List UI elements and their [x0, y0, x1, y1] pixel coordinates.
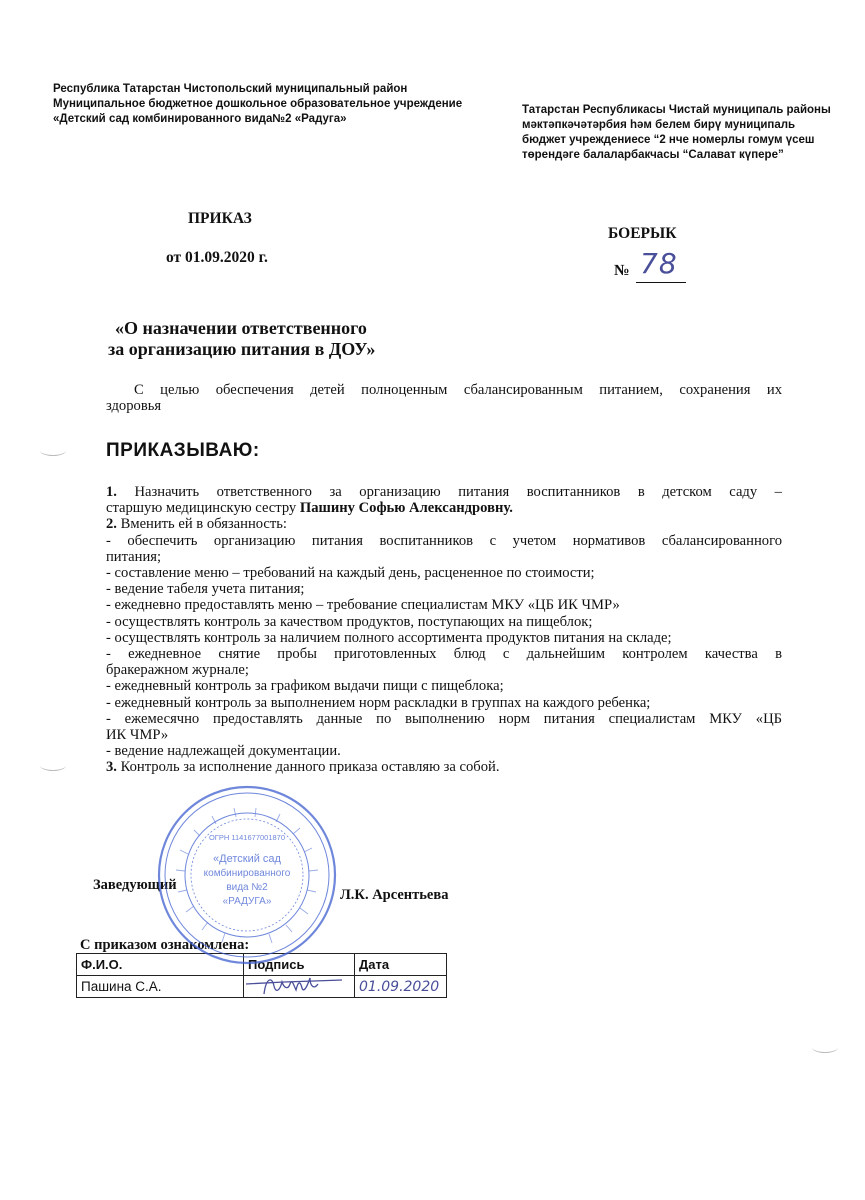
intro-line: здоровья — [106, 398, 162, 415]
item-1-text: Назначить ответственного за организацию питания воспитанников в детском саду – — [134, 484, 782, 500]
order-number: 78 — [640, 247, 678, 280]
acknowledge-label: С приказом ознакомлена: — [80, 937, 250, 953]
prikazyvayu-heading: ПРИКАЗЫВАЮ: — [106, 440, 260, 461]
duty-line: - составление меню – требований на каждый день, расцененное по стоимости; — [106, 565, 595, 582]
duty-line: - ведение табеля учета питания; — [106, 581, 305, 598]
item-1-line — [106, 484, 782, 500]
item-1-line-2 — [106, 500, 782, 516]
duty-line: - ежедневный контроль за графиком выдачи пищи с пищеблока; — [106, 678, 504, 695]
header-ru — [53, 82, 462, 127]
table-cell-fio: Пашина С.А. — [77, 976, 244, 998]
item-2 — [106, 516, 782, 532]
stamp-ogrn: ОГРН 1141677001870 — [208, 833, 286, 842]
header-tt-line: Татарстан Республикасы Чистай муниципаль районы — [522, 104, 831, 116]
header-ru-line: «Детский сад комбинированного вида№2 «Радуга» — [53, 113, 347, 125]
responsible-name: Пашину Софью Александровну. — [299, 500, 513, 517]
item-1-text-2: старшую медицинскую сестру — [106, 500, 297, 517]
stamp-line: «Детский сад — [213, 853, 281, 865]
order-date: от 01.09.2020 г. — [166, 249, 268, 266]
item-3-num: 3. — [106, 759, 117, 776]
item-3-text: Контроль за исполнение данного приказа оставляю за собой. — [120, 759, 500, 776]
order-title-ru: ПРИКАЗ — [188, 210, 252, 227]
duty-line: - осуществлять контроль за наличием полного ассортимента продуктов питания на складе; — [106, 629, 672, 646]
subject-line: «О назначении ответственного — [115, 318, 367, 338]
stamp-line: вида №2 — [226, 882, 268, 893]
duty-line: - обеспечить организацию питания воспитанников с учетом нормативов сбалансированного — [106, 532, 782, 549]
duty-line: - ведение надлежащей документации. — [106, 743, 341, 760]
duty-line: ИК ЧМР» — [106, 727, 169, 744]
order-number-label: № — [614, 262, 630, 279]
duty-line: - ежедневный контроль за выполнением норм раскладки в группах на каждого ребенка; — [106, 694, 651, 711]
table-cell-date: 01.09.2020 — [355, 976, 447, 998]
duty-line: - ежедневное снятие пробы приготовленных блюд с дальнейшим контролем качества в — [106, 646, 782, 663]
order-subject — [108, 318, 375, 360]
handwritten-signature — [244, 972, 344, 998]
duty-line: питания; — [106, 548, 162, 565]
table-header-fio: Ф.И.О. — [77, 954, 244, 976]
item-2-num: 2. — [106, 516, 117, 533]
stamp-line: «РАДУГА» — [222, 896, 272, 907]
signature-name: Л.К. Арсентьева — [340, 887, 449, 903]
header-tt — [522, 103, 831, 163]
official-stamp — [152, 780, 342, 970]
header-tt-line: бюджет учреждениесе “2 нче номерлы гомум үсеш — [522, 134, 815, 146]
punch-mark — [40, 445, 66, 456]
intro-line: С целью обеспечения детей полноценным сбалансированным питанием, сохранения их — [134, 382, 782, 398]
header-ru-line: Муниципальное бюджетное дошкольное образовательное учреждение — [53, 98, 463, 110]
item-3 — [106, 759, 782, 775]
order-title-tt: БОЕРЫК — [608, 225, 677, 242]
order-number-line — [636, 282, 686, 283]
order-body — [106, 484, 782, 776]
table-header-date: Дата — [355, 954, 447, 976]
table-cell-signature — [244, 976, 355, 998]
punch-mark — [40, 760, 66, 771]
duty-line: бракеражном журнале; — [106, 662, 249, 679]
item-2-text: Вменить ей в обязанность: — [120, 516, 287, 533]
signature-position: Заведующий — [93, 877, 177, 893]
subject-line: за организацию питания в ДОУ» — [108, 339, 376, 359]
duty-line: - ежемесячно предоставлять данные по выполнению норм питания специалистам МКУ «ЦБ — [106, 710, 782, 727]
header-tt-line: мәктәпкәчәтәрбия һәм белем бирү муниципаль — [522, 119, 796, 131]
duty-line: - ежедневно предоставлять меню – требование специалистам МКУ «ЦБ ИК ЧМР» — [106, 597, 620, 614]
item-1-num: 1. — [106, 484, 117, 500]
table-row — [77, 976, 447, 998]
punch-mark — [812, 1042, 838, 1053]
stamp-line: комбинированного — [203, 868, 291, 879]
header-tt-line: төрендәге балаларбакчасы “Салават күпере” — [522, 149, 784, 161]
intro-text — [106, 382, 782, 414]
duty-line: - осуществлять контроль за качеством продуктов, поступающих на пищеблок; — [106, 613, 593, 630]
header-ru-line: Республика Татарстан Чистопольский муниципальный район — [53, 83, 408, 95]
table-header-signature: Подпись — [244, 954, 355, 976]
